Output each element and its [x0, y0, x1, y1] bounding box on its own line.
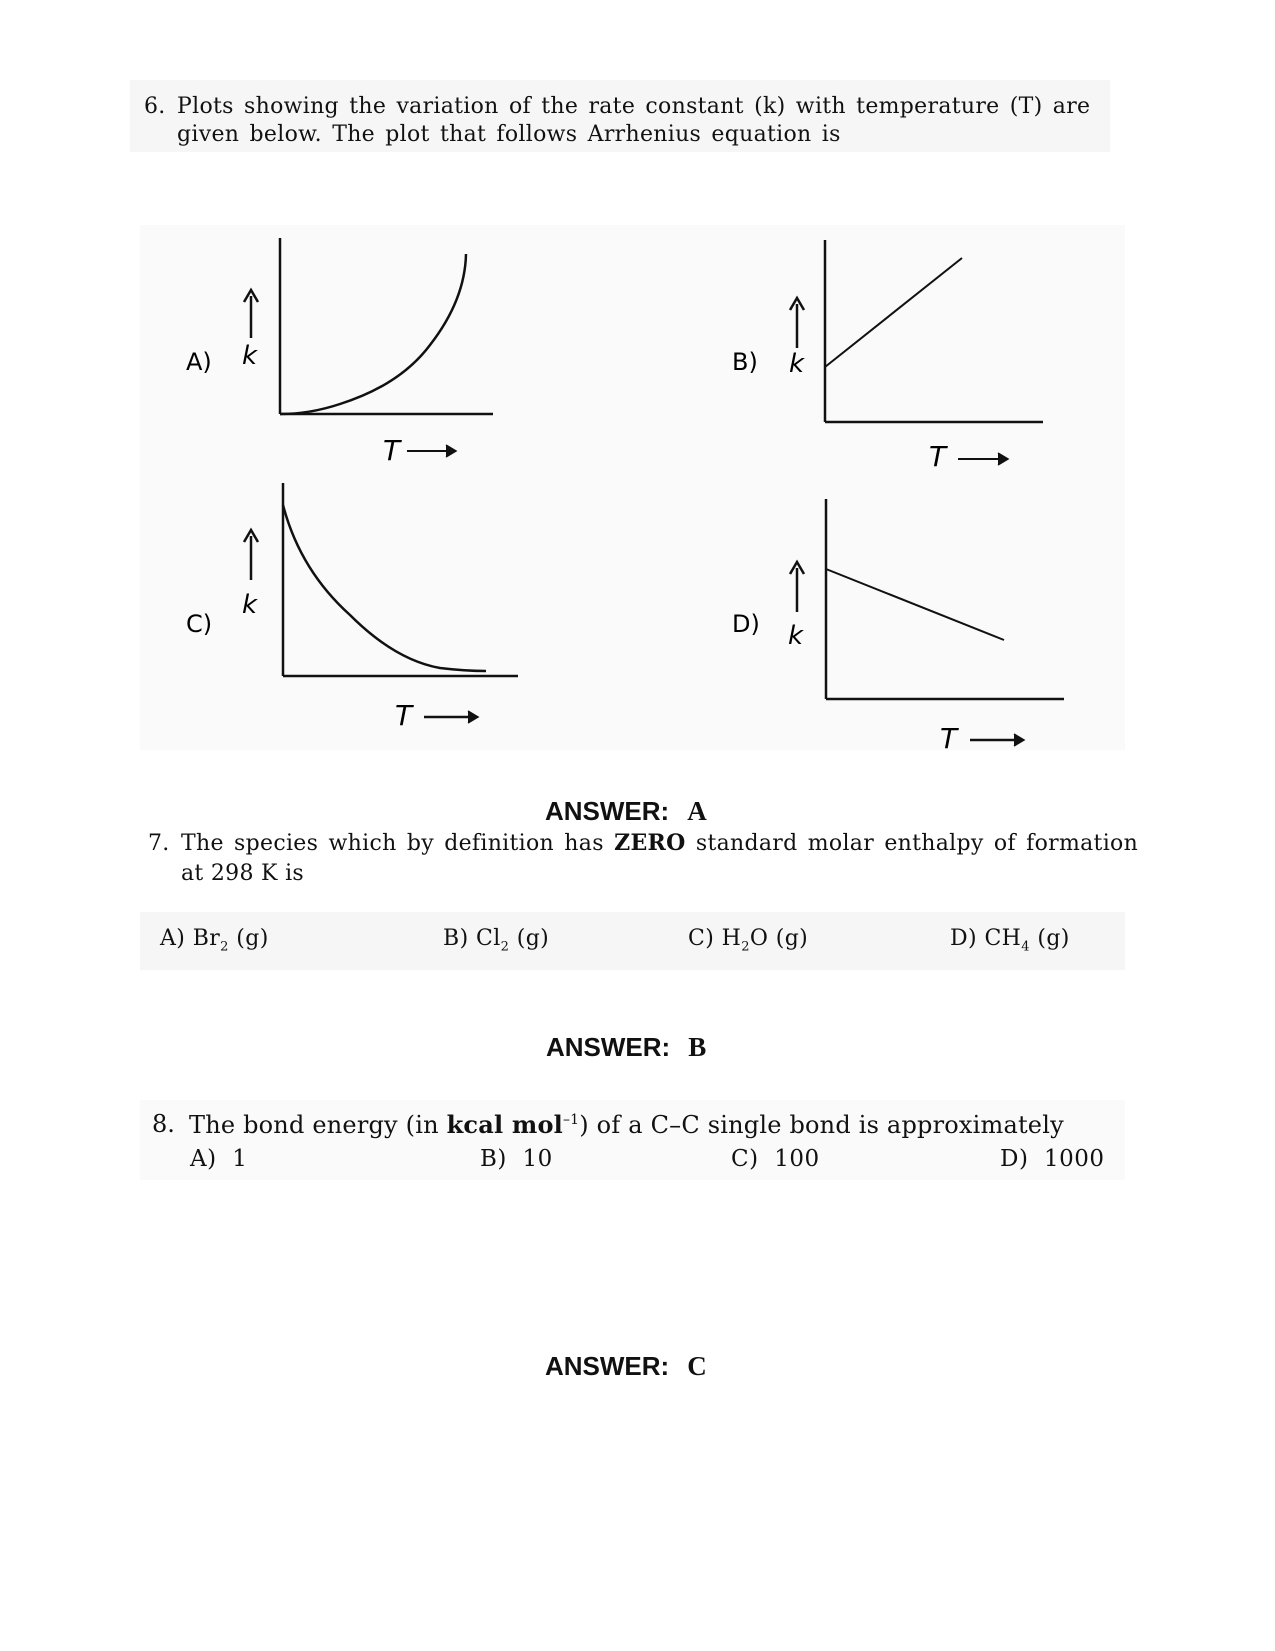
plot-b-y-label: k — [789, 349, 805, 379]
plot-a-up-arrow-icon — [244, 290, 258, 338]
q8-answer-label: ANSWER: — [545, 1351, 670, 1381]
plot-b-up-arrow-icon — [790, 298, 804, 348]
plot-d-y-label: k — [788, 621, 804, 651]
plot-c-curve — [283, 505, 486, 671]
plot-d-up-arrow-icon — [790, 562, 804, 612]
plot-b-x-label: T — [929, 440, 947, 473]
q6-number: 6. — [144, 94, 166, 119]
q6-text-line2: given below. The plot that follows Arrhenius equation is — [177, 122, 841, 147]
q6-plots-figure — [0, 0, 1275, 800]
q8-option-b: B) 10 — [480, 1146, 553, 1172]
q8-option-a: A) 1 — [190, 1146, 248, 1172]
plot-c-x-label: T — [395, 699, 413, 732]
plot-b-right-arrow-icon — [958, 453, 1008, 465]
q7-option-a-label: A) — [160, 926, 186, 951]
q7-option-a-subscript: 2 — [220, 939, 229, 955]
q7-option-b-subscript: 2 — [500, 939, 510, 955]
plot-a-y-label: k — [242, 341, 258, 371]
q7-option-d — [950, 926, 1070, 954]
q7-option-a-state: (g) — [228, 926, 269, 951]
q8-text-sup: –1 — [562, 1112, 580, 1128]
q8-text — [189, 1110, 1064, 1139]
q7-option-c-formula: H — [721, 926, 742, 951]
q7-option-c-state: O (g) — [749, 926, 809, 951]
q8-text-bold: kcal mol — [446, 1110, 563, 1139]
q7-option-a-formula: Br — [192, 926, 221, 951]
q7-option-d-formula: CH — [984, 926, 1022, 951]
plot-a — [186, 238, 493, 467]
plot-c-y-label: k — [242, 590, 258, 620]
q7-option-d-label: D) — [950, 926, 978, 951]
plot-d — [732, 499, 1064, 755]
q8-answer-value: C — [687, 1351, 707, 1381]
plot-c-label: C) — [186, 610, 213, 638]
q7-text-line1 — [181, 829, 1138, 858]
plot-c-up-arrow-icon — [244, 530, 258, 580]
plot-a-curve — [280, 254, 466, 414]
plot-b-label: B) — [732, 348, 758, 376]
q7-option-d-state: (g) — [1029, 926, 1070, 951]
plot-b — [732, 240, 1043, 473]
q8-text-post: ) of a C–C single bond is approximately — [579, 1111, 1064, 1139]
q7-option-c — [688, 926, 808, 954]
q7-answer-label: ANSWER: — [546, 1032, 671, 1062]
q7-option-b-state: (g) — [509, 926, 550, 951]
q8-answer — [545, 1351, 707, 1382]
q7-text-line2: at 298 K is — [181, 861, 304, 886]
plot-a-label: A) — [186, 348, 212, 376]
plot-d-x-label: T — [940, 722, 958, 755]
plot-c-right-arrow-icon — [424, 711, 478, 723]
q7-option-b-label: B) — [443, 926, 469, 951]
plot-d-line — [826, 569, 1004, 640]
q7-answer-value: B — [688, 1032, 707, 1062]
q7-option-b-formula: Cl — [475, 926, 501, 951]
q8-option-d: D) 1000 — [1000, 1146, 1105, 1172]
q7-option-b — [443, 926, 549, 954]
q7-answer — [546, 1032, 706, 1063]
q6-answer-value: A — [687, 796, 707, 826]
q6-answer-label: ANSWER: — [545, 796, 670, 826]
q6-text-line1: Plots showing the variation of the rate constant (k) with temperature (T) are — [177, 94, 1091, 119]
q7-option-d-subscript: 4 — [1021, 939, 1030, 955]
plot-a-x-label: T — [383, 434, 401, 467]
q7-text-pre: The species which by definition has — [181, 831, 615, 856]
q8-text-pre: The bond energy (in — [189, 1111, 447, 1139]
plot-a-right-arrow-icon — [407, 445, 456, 457]
q7-text-post: standard molar enthalpy of formation — [685, 831, 1139, 856]
plot-c — [186, 483, 518, 732]
plot-b-line — [825, 258, 962, 367]
q8-option-c: C) 100 — [731, 1146, 820, 1172]
q8-number: 8. — [152, 1110, 175, 1138]
q7-option-c-label: C) — [688, 926, 715, 951]
q6-answer — [545, 796, 707, 827]
q7-option-a — [160, 926, 269, 954]
q7-text-bold: ZERO — [614, 830, 686, 856]
plot-d-label: D) — [732, 610, 760, 638]
plot-d-right-arrow-icon — [970, 734, 1024, 746]
q7-number: 7. — [148, 831, 170, 856]
q7-option-c-subscript: 2 — [741, 939, 750, 955]
